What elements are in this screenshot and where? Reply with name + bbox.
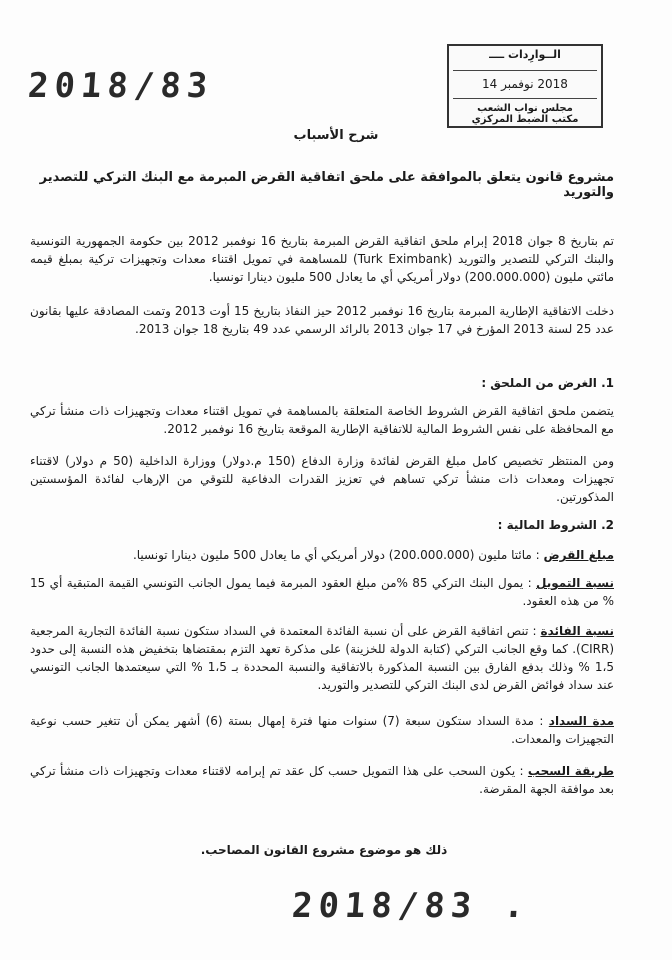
- stamp-divider: [453, 70, 597, 71]
- term-label: نسبة الفائدة: [540, 624, 615, 638]
- term-label: مبلغ القرض: [543, 548, 614, 562]
- reference-number-top: 2018/83: [26, 66, 215, 106]
- section-title-purpose: 1. الغرض من الملحق :: [481, 376, 614, 390]
- term-text: : مائتا مليون (200.000.000) دولار أمريكي أي ما يعادل 500 مليون دينارا تونسيا.: [132, 548, 540, 562]
- financial-term-item: [30, 762, 614, 798]
- document-subject: مشروع قانون يتعلق بالموافقة على ملحق اتفاقية القرض المبرمة مع البنك التركي للتصدير والتوريد: [39, 170, 614, 200]
- purpose-paragraph: يتضمن ملحق اتفاقية القرض الشروط الخاصة المتعلقة بالمساهمة في تمويل اقتناء معدات وتجهيزات ذات منشأ تركي مع المحافظة على نفس الشروط المالية للاتفاقية الإطارية الموقعة بتاريخ 16 نوفمبر 2012.: [30, 404, 614, 436]
- term-label: نسبة التمويل: [536, 576, 614, 590]
- purpose-paragraph: ومن المنتظر تخصيص كامل مبلغ القرض لفائدة وزارة الدفاع (150 م.دولار) ووزارة الداخلية (50 م دولار) لاقتناء تجهيزات ومعدات ذات منشأ تركي تساهم في تعزيز القدرات الدفاعية للتوقي من الإرهاب لفائدة المؤسستين المذكورتين.: [30, 454, 614, 504]
- intro-paragraph: تم بتاريخ 8 جوان 2018 إبرام ملحق اتفاقية القرض المبرمة بتاريخ 16 نوفمبر 2012 بين حكومة الجمهورية التونسية والبنك التركي للتصدير والتوريد (Turk Eximbank) للمساهمة في تمويل اقتناء معدات وتجهيزات تركية بمبلغ قيمه مائتي مليون (200.000.000) دولار أمريكي أي ما يعادل 500 مليون دينارا تونسيا.: [30, 234, 614, 284]
- term-text: : يكون السحب على هذا التمويل حسب كل عقد تم إبرامه لاقتناء معدات وتجهيزات ذات منشأ تركي بعد موافقة الجهة المقرضة.: [30, 764, 614, 796]
- reference-number-bottom: 2018/83 .: [290, 886, 532, 926]
- term-text: : يمول البنك التركي 85 %من مبلغ العقود المبرمة فيما يمول الجانب التونسي القيمة المتبقية أي 15 % من هذه العقود.: [30, 576, 614, 608]
- financial-term-item: [30, 546, 614, 564]
- intro-paragraph: دخلت الاتفاقية الإطارية المبرمة بتاريخ 16 نوفمبر 2012 حيز النفاذ بتاريخ 15 أوت 2013 وتمت المصادقة عليها بقانون عدد 25 لسنة 2013 المؤرخ في 17 جوان 2013 بالرائد الرسمي عدد 49 بتاريخ 18 جوان 2013.: [30, 304, 614, 336]
- financial-term-item: [30, 712, 614, 748]
- stamp-header: الــوارِدات ــــ: [489, 48, 561, 61]
- closing-statement: ذلك هو موضوع مشروع القانون المصاحب.: [200, 843, 448, 857]
- page-title: شرح الأسباب: [293, 128, 379, 143]
- stamp-office: مجلس نواب الشعب مكتب الضبط المركزي: [471, 103, 579, 125]
- term-label: طريقة السحب: [527, 764, 614, 778]
- term-label: مدة السداد: [548, 714, 614, 728]
- term-text: : مدة السداد ستكون سبعة (7) سنوات منها فترة إمهال بستة (6) أشهر يمكن أن تتغير حسب نوعية التجهيزات والمعدات.: [30, 714, 614, 746]
- registry-stamp: [447, 44, 603, 128]
- stamp-divider: [453, 98, 597, 99]
- financial-term-item: [30, 574, 614, 610]
- financial-term-item: [30, 622, 614, 694]
- term-text: : تنص اتفاقية القرض على أن نسبة الفائدة المعتمدة في السداد ستكون نسبة الفائدة التجارية المرجعية (CIRR). كما وقع الجانب التركي (كتابة الدولة للخزينة) على مذكرة تعهد التزم بمقتضاها بتخفيض هذه النسبة إلى حدود 1،5 % وذلك بدفع الفارق بين النسبة المذكورة بالاتفاقية والنسبة المحددة بـ 1،5 % التي سيعتمدها الجانب التونسي عند سداد فوائض القرض لدى البنك التركي للتصدير والتوريد.: [30, 624, 614, 692]
- stamp-date: 2018 نوفمبر 14: [482, 77, 568, 91]
- section-title-financial-terms: 2. الشروط المالية :: [497, 518, 614, 532]
